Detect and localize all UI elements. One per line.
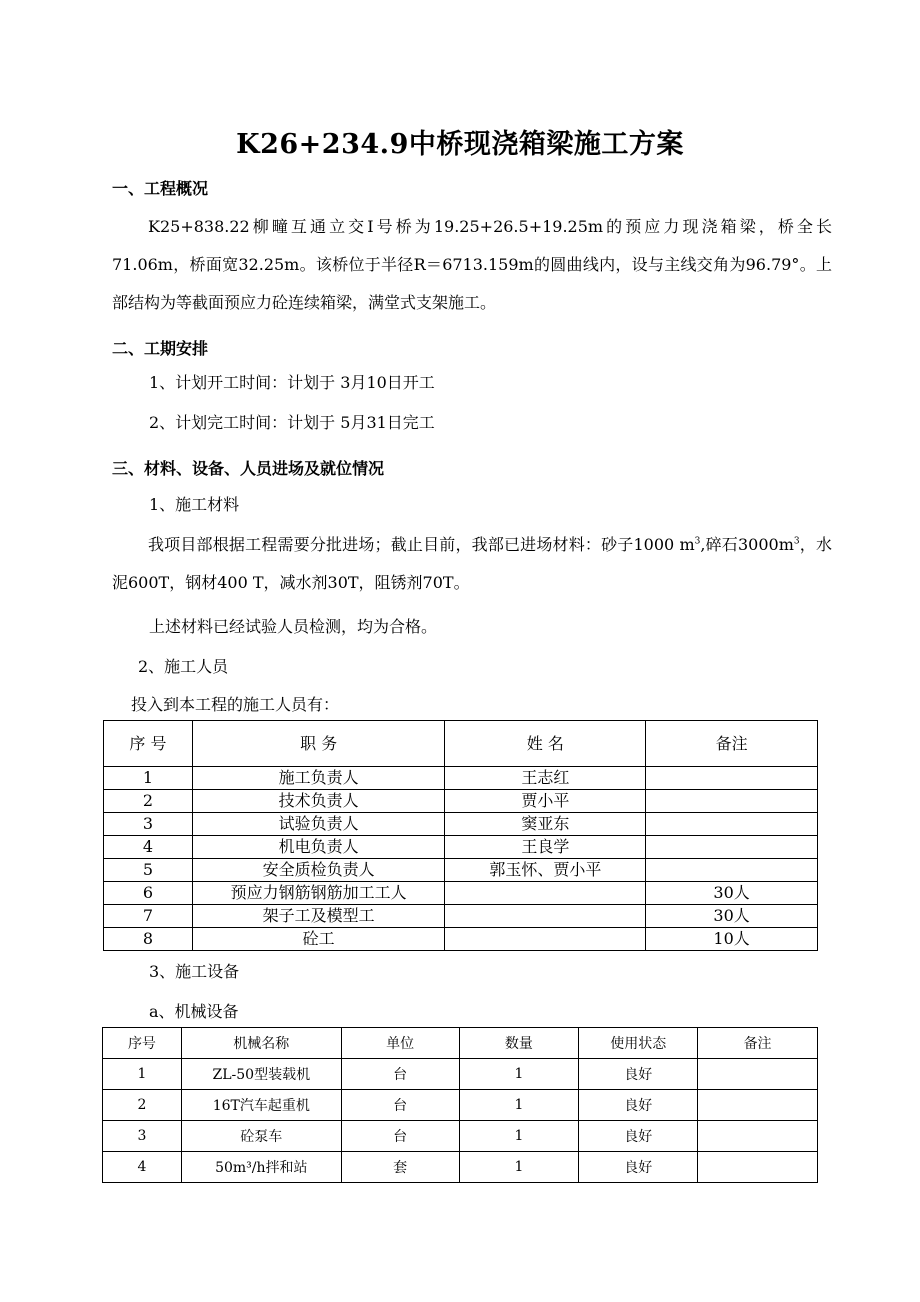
cell: 套 [341, 1152, 459, 1183]
cell: 良好 [579, 1152, 698, 1183]
cell [646, 836, 818, 859]
section-heading-schedule: 二、工期安排 [112, 339, 209, 358]
cell: 1 [459, 1090, 579, 1121]
table-row [104, 767, 818, 790]
header-cell: 使用状态 [579, 1028, 698, 1059]
schedule-start: 1、计划开工时间：计划于 3月10日开工 [149, 373, 435, 392]
table-row [104, 882, 818, 905]
header-cell: 职 务 [192, 721, 445, 767]
cell: 5 [104, 859, 193, 882]
table-row [104, 859, 818, 882]
cell: 1 [459, 1152, 579, 1183]
cell: 砼工 [192, 928, 445, 951]
overview-paragraph: K25+838.22柳疃互通立交Ⅰ号桥为19.25+26.5+19.25m的预应力现浇箱梁，桥全长71.06m，桥面宽32.25m。该桥位于半径R＝6713.159m的圆曲线内，设与主线交角为96.79°。上部结构为等截面预应力砼连续箱梁，满堂式支架施工。 [112, 217, 832, 312]
staff-intro: 投入到本工程的施工人员有： [131, 695, 340, 714]
cell: 砼泵车 [181, 1121, 341, 1152]
cell: 4 [103, 1152, 182, 1183]
cell: 机电负责人 [192, 836, 445, 859]
cell [445, 928, 646, 951]
staff-title: 2、施工人员 [138, 657, 229, 676]
cell: 架子工及模型工 [192, 905, 445, 928]
cell [445, 882, 646, 905]
header-cell: 机械名称 [181, 1028, 341, 1059]
cell: 2 [104, 790, 193, 813]
cell: 试验负责人 [192, 813, 445, 836]
cell: 50m³/h拌和站 [181, 1152, 341, 1183]
cell: 30人 [646, 905, 818, 928]
table-row [103, 1121, 818, 1152]
cell [646, 790, 818, 813]
header-cell: 序号 [103, 1028, 182, 1059]
cell [445, 905, 646, 928]
materials-title: 1、施工材料 [149, 495, 240, 514]
cell [646, 813, 818, 836]
cell: ZL-50型装载机 [181, 1059, 341, 1090]
header-cell: 序 号 [104, 721, 193, 767]
machinery-title: a、机械设备 [149, 1002, 239, 1021]
table-row [104, 836, 818, 859]
table-row [104, 790, 818, 813]
cell: 1 [103, 1059, 182, 1090]
table-row [104, 813, 818, 836]
equipment-table [102, 1027, 818, 1183]
cell [698, 1090, 818, 1121]
cell: 郭玉怀、贾小平 [445, 859, 646, 882]
cell: 安全质检负责人 [192, 859, 445, 882]
cell: 1 [459, 1121, 579, 1152]
cell: 6 [104, 882, 193, 905]
cell: 贾小平 [445, 790, 646, 813]
cell: 4 [104, 836, 193, 859]
cell: 1 [459, 1059, 579, 1090]
cell [698, 1152, 818, 1183]
cell: 良好 [579, 1090, 698, 1121]
cell: 施工负责人 [192, 767, 445, 790]
cell: 台 [341, 1090, 459, 1121]
cell [698, 1059, 818, 1090]
cell: 30人 [646, 882, 818, 905]
cell: 7 [104, 905, 193, 928]
cell: 技术负责人 [192, 790, 445, 813]
cell: 台 [341, 1121, 459, 1152]
cell: 窦亚东 [445, 813, 646, 836]
cell: 16T汽车起重机 [181, 1090, 341, 1121]
cell: 良好 [579, 1121, 698, 1152]
cell: 3 [104, 813, 193, 836]
cell: 良好 [579, 1059, 698, 1090]
staff-table-header [104, 721, 818, 767]
cell: 1 [104, 767, 193, 790]
materials-paragraph: 我项目部根据工程需要分批进场；截止目前，我部已进场材料：砂子1000 $m^3$,碎石$3000m^3$，水泥600T，钢材400 T，减水剂30T，阻锈剂70T。 [112, 535, 832, 592]
cell: 预应力钢筋钢筋加工工人 [192, 882, 445, 905]
materials-note: 上述材料已经试验人员检测，均为合格。 [149, 617, 438, 636]
cell [646, 767, 818, 790]
table-row [104, 905, 818, 928]
cell [698, 1121, 818, 1152]
header-cell: 姓 名 [445, 721, 646, 767]
cell: 10人 [646, 928, 818, 951]
cell: 3 [103, 1121, 182, 1152]
schedule-end: 2、计划完工时间：计划于 5月31日完工 [149, 413, 435, 432]
table-row [104, 928, 818, 951]
header-cell: 备注 [646, 721, 818, 767]
cell: 台 [341, 1059, 459, 1090]
cell: 2 [103, 1090, 182, 1121]
cell: 8 [104, 928, 193, 951]
header-cell: 备注 [698, 1028, 818, 1059]
header-cell: 单位 [341, 1028, 459, 1059]
table-row [103, 1090, 818, 1121]
equipment-table-header [103, 1028, 818, 1059]
header-cell: 数量 [459, 1028, 579, 1059]
equipment-title: 3、施工设备 [149, 962, 240, 981]
table-row [103, 1059, 818, 1090]
cell: 王良学 [445, 836, 646, 859]
staff-table [103, 720, 818, 951]
cell [646, 859, 818, 882]
page-title: K26+234.9中桥现浇箱梁施工方案 [236, 129, 684, 160]
cell: 王志红 [445, 767, 646, 790]
section-heading-overview: 一、工程概况 [112, 179, 209, 198]
table-row [103, 1152, 818, 1183]
section-heading-resources: 三、材料、设备、人员进场及就位情况 [112, 459, 385, 478]
